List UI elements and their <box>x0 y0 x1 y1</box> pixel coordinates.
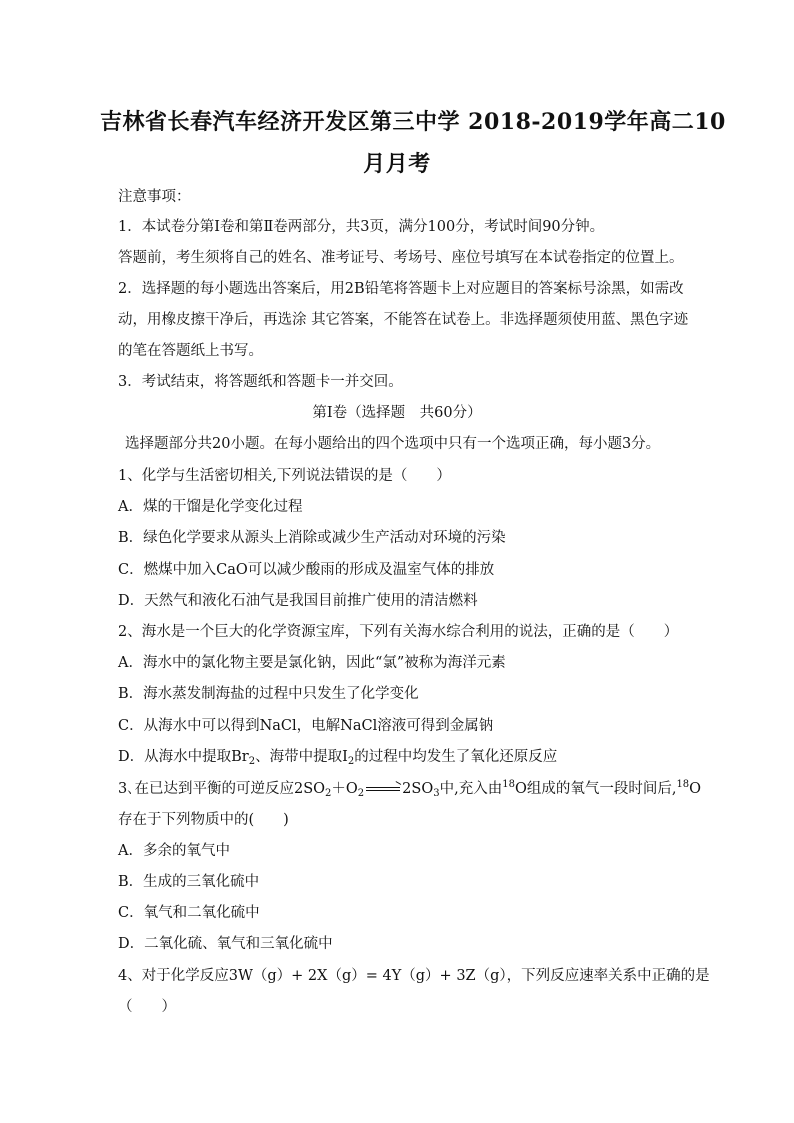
q3-stem-line2: 存在于下列物质中的( ) <box>118 812 289 828</box>
q2-option-a: A．海水中的氯化物主要是氯化钠，因此“氯”被称为海洋元素 <box>118 655 506 671</box>
q2-option-d <box>118 747 557 767</box>
notice-item-1b: 答题前，考生须将自己的姓名、准考证号、考场号、座位号填写在本试卷指定的位置上。 <box>118 250 684 266</box>
q3-text-3: 2SO <box>402 781 434 797</box>
notice-item-2a: 2．选择题的每小题选出答案后，用2B铅笔将答题卡上对应题目的答案标号涂黑，如需改 <box>118 281 684 297</box>
q3-sup-2: 18 <box>676 779 690 790</box>
section-intro: 选择题部分共20小题。在每小题给出的四个选项中只有一个选项正确，每小题3分。 <box>125 436 661 452</box>
q3-option-c: C．氧气和二氧化硫中 <box>118 905 260 921</box>
q3-text-2: ＋O <box>331 781 358 797</box>
q2-stem: 2、海水是一个巨大的化学资源宝库，下列有关海水综合利用的说法，正确的是（ ） <box>118 624 679 640</box>
q3-text-6: O <box>689 781 702 797</box>
notice-item-2c: 的笔在答题纸上书写。 <box>118 343 263 359</box>
exam-title-line2: 月月考 <box>363 151 431 177</box>
exam-title-line1: 吉林省长春汽车经济开发区第三中学 2018-2019学年高二10 <box>100 109 726 135</box>
q3-option-a: A．多余的氧气中 <box>118 843 230 859</box>
notice-item-1: 1．本试卷分第Ⅰ卷和第Ⅱ卷两部分，共3页，满分100分，考试时间90分钟。 <box>118 219 605 235</box>
q2-d-sub-2: 2 <box>347 756 355 767</box>
q3-sub-1: 2 <box>325 788 332 799</box>
q3-sub-3: 3 <box>433 788 440 799</box>
notice-item-2b: 动，用橡皮擦干净后，再选涂 其它答案，不能答在试卷上。非选择题须使用蓝、黑色字迹 <box>118 312 689 328</box>
q1-option-a: A．煤的干馏是化学变化过程 <box>118 499 303 515</box>
q1-option-c: C．燃煤中加入CaO可以减少酸雨的形成及温室气体的排放 <box>118 562 495 578</box>
q3-option-b: B．生成的三氧化硫中 <box>118 874 260 890</box>
q4-stem: 4、对于化学反应3W（g）+ 2X（g）= 4Y（g）+ 3Z（g），下列反应速率关系中正确的是 <box>118 968 710 984</box>
notice-item-3: 3．考试结束，将答题纸和答题卡一并交回。 <box>118 374 403 390</box>
q3-text-5: O组成的氧气一段时间后, <box>514 781 677 797</box>
q2-d-text-3: 的过程中均发生了氧化还原反应 <box>354 749 558 765</box>
q1-stem: 1、化学与生活密切相关,下列说法错误的是（ ） <box>118 468 451 484</box>
q4-answer-paren: （ ） <box>118 999 176 1015</box>
q3-text-1: 3､在已达到平衡的可逆反应2SO <box>118 781 326 797</box>
q2-option-b: B．海水蒸发制海盐的过程中只发生了化学变化 <box>118 686 419 702</box>
q3-stem-line1 <box>118 779 701 799</box>
q1-option-b: B．绿色化学要求从源头上消除或减少生产活动对环境的污染 <box>118 530 506 546</box>
q2-option-c: C．从海水中可以得到NaCl，电解NaCl溶液可得到金属钠 <box>118 718 494 734</box>
q2-d-sub-1: 2 <box>248 756 256 767</box>
q3-sub-2: 2 <box>357 788 365 799</box>
q3-text-4: 中,充入由 <box>439 781 503 797</box>
q1-option-d: D．天然气和液化石油气是我国目前推广使用的清洁燃料 <box>118 593 478 609</box>
notice-heading: 注意事项： <box>118 189 191 205</box>
section-title: 第Ⅰ卷（选择题 共60分） <box>312 405 482 421</box>
equilibrium-arrow-icon <box>366 785 400 793</box>
q2-d-text-1: D．从海水中提取Br <box>118 749 249 765</box>
q3-option-d: D．二氧化硫、氧气和三氧化硫中 <box>118 936 333 952</box>
q2-d-text-2: 、海带中提取I <box>255 749 348 765</box>
q3-sup-1: 18 <box>502 779 515 790</box>
